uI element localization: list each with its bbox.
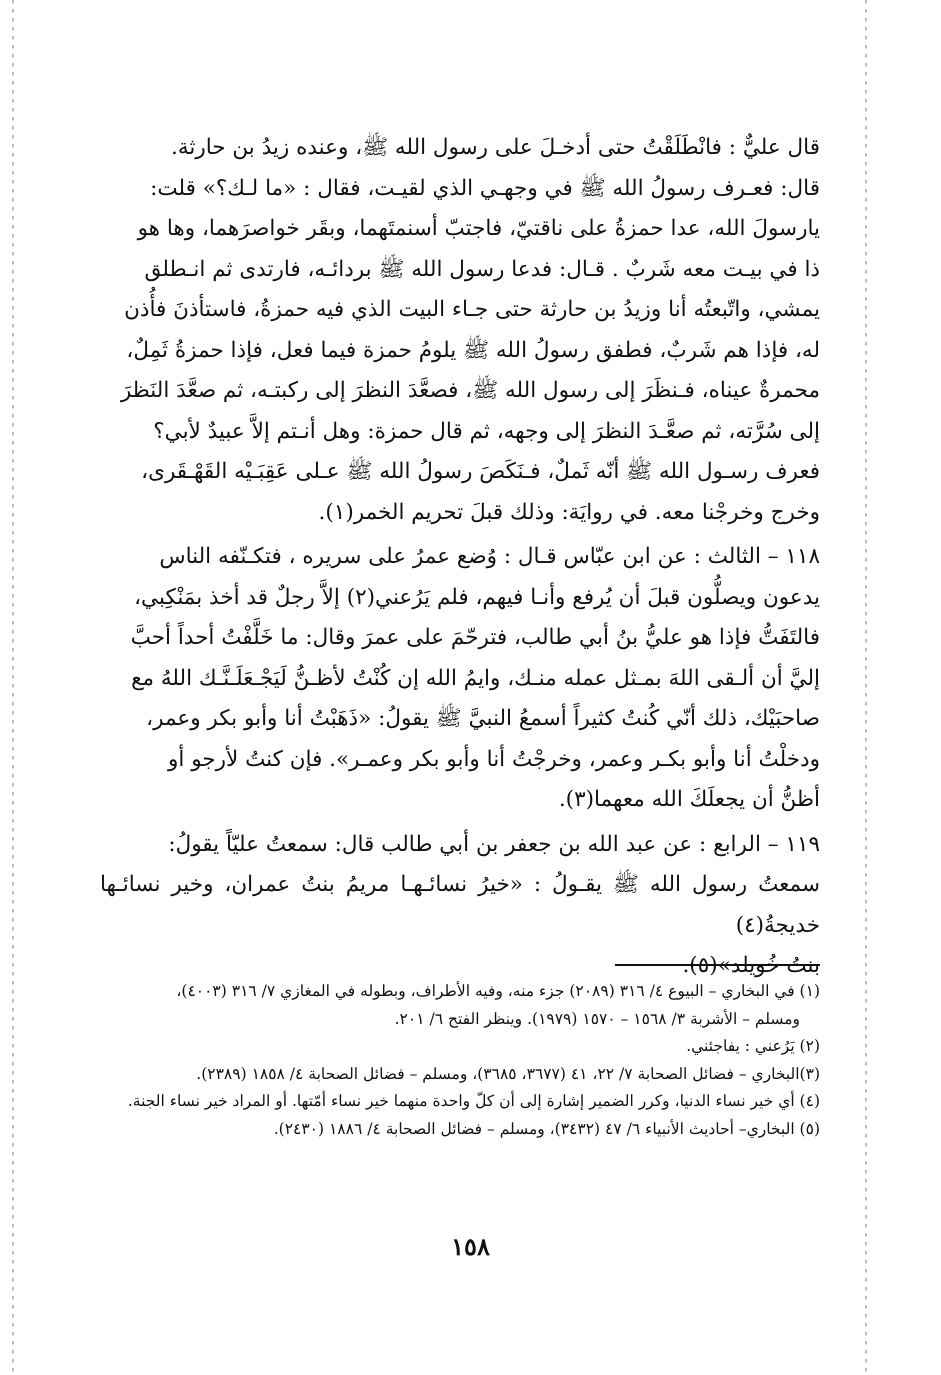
text-line: له، فإذا هم شَربٌ، فطفق رسولُ الله ﷺ يلومُ حمزة فيما فعل، فإذا حمزةُ ثَمِلٌ، (126, 337, 820, 363)
paragraph-118 (100, 537, 820, 821)
text-line: ١١٩ – الرابع : عن عبد الله بن جعفر بن أبي طالب قال: سمعتُ عليّاً يقولُ: (168, 831, 820, 857)
footnotes (100, 978, 820, 1143)
paragraph-1 (100, 128, 820, 533)
text-line: يارسولَ الله، عدا حمزةُ على ناقتيّ، فاجتبّ أسنمتَهما، وبقَر خواصرَهما، وها هو (137, 216, 820, 241)
text-line: ١١٨ – الثالث : عن ابن عبّاس قـال : وُضع عمرُ على سريره ، فتكـنّفه الناس (159, 544, 820, 569)
text-line: إلى سُرَّته، ثم صعَّـدَ النظرَ إلى وجهه، ثم قال حمزة: وهل أنـتم إلاَّ عبيدٌ لأبي؟ (153, 418, 820, 444)
text-line: وخرج وخرجْنا معه. في روايَة: وذلك قبلَ تحريم الخمر(١). (318, 499, 820, 525)
footnote-separator (615, 964, 820, 966)
text-line: قال: فعـرف رسولُ الله ﷺ في وجهـي الذي لقيـت، فقال : «ما لـك؟» قلت: (150, 175, 820, 201)
left-scan-edge (12, 0, 14, 1375)
footnote-line: ومسلم – الأشربة ٣/ ١٥٦٨ – ١٥٧٠ (١٩٧٩). وينظر الفتح ٦/ ٢٠١. (394, 1009, 800, 1028)
footnote-line: (٤) أي خير نساء الدنيا، وكرر الضمير إشارة إلى أن كلّ واحدة منهما خير نساء أمّتها. أو المراد خير نساء الجنة. (127, 1092, 820, 1110)
text-line: صاحبَيْك، ذلك أنّي كُنتُ كثيراً أسمعُ النبيَّ ﷺ يقولُ: «ذَهَبْتُ أنا وأبو بكر وعمر، (146, 706, 820, 731)
page-number: ١٥٨ (451, 1232, 490, 1261)
footnote-line: (٢) يَرُعني : يفاجئني. (686, 1037, 820, 1055)
text-line: أظنُّ أن يجعلَكَ الله معهما(٣). (558, 787, 820, 812)
text-line: سمعتُ رسول الله ﷺ يقـولُ : «خيرُ نسائـهـا مريمُ بنتُ عمران، وخير نسائـها خديجةُ(٤) (100, 872, 820, 938)
text-line: فعرف رسـول الله ﷺ أنّه ثَملٌ، فـنَكَصَ رسولُ الله ﷺ عـلى عَقِبَـيْه القَهْـقَرى، (141, 459, 820, 484)
footnote-line: (١) في البخاري – البيوع ٤/ ٣١٦ (٢٠٨٩) جزء منه، وفيه الأطراف، وبطوله في المغازي ٧/ ٣١٦ (٤٠٠٣)، (176, 982, 820, 1000)
text-line: ذا في بيـت معه شَربٌ . قـال: فدعا رسول الله ﷺ بردائـه، فارتدى ثم انـطلق (144, 256, 820, 282)
text-line: قال عليٌّ : فانْطَلَقْتُ حتى أدخـلَ على رسول الله ﷺ، وعنده زيدُ بن حارثة. (171, 135, 820, 160)
text-line: فالتَفَتُّ فإذا هو عليُّ بنُ أبي طالب، فترحّمَ على عمرَ وقال: ما خَلَّفْتُ أحداً أحبَّ (130, 625, 820, 650)
text-line: يمشي، واتّبعتُه أنا وزيدُ بن حارثة حتى جـاء البيت الذي فيه حمزةُ، فاستأذنَ فأُذن (124, 297, 820, 322)
text-line: إليَّ أن ألـقى اللهَ بمـثل عمله منـك، وايمُ الله إن كُنْتُ لأظـنُّ لَيَجْـعَلَـنَّـك اللهُ مع (131, 665, 820, 691)
text-line: يدعون ويصلُّون قبلَ أن يُرفع وأنـا فيهم، فلم يَرُعني(٢) إلاَّ رجلٌ قد أخذ بمَنْكِبي، (134, 584, 820, 610)
text-line: محمرةٌ عيناه، فـنظَرَ إلى رسول الله ﷺ، فصعَّدَ النظرَ إلى ركبتـه، ثم صعَّدَ النَظرَ (120, 378, 820, 403)
text-line: بنتُ خُويلد»(٥). (682, 953, 820, 978)
paragraph-119 (100, 825, 820, 987)
text-line: ودخلْتُ أنا وأبو بكـر وعمر، وخرجْتُ أنا وأبو بكر وعمـر». فإن كنتُ لأرجو أو (168, 746, 820, 772)
footnote-line: (٥) البخاري– أحاديث الأنبياء ٦/ ٤٧ (٣٤٣٢)، ومسلم – فضائل الصحابة ٤/ ١٨٨٦ (٢٤٣٠). (273, 1119, 820, 1138)
right-scan-edge (865, 0, 867, 1375)
footnote-line: (٣)البخاري – فضائل الصحابة ٧/ ٢٢، ٤١ (٣٦٧٧، ٣٦٨٥)، ومسلم – فضائل الصحابة ٤/ ١٨٥٨ (٢٣٨٩). (196, 1064, 820, 1083)
main-text (100, 128, 820, 991)
